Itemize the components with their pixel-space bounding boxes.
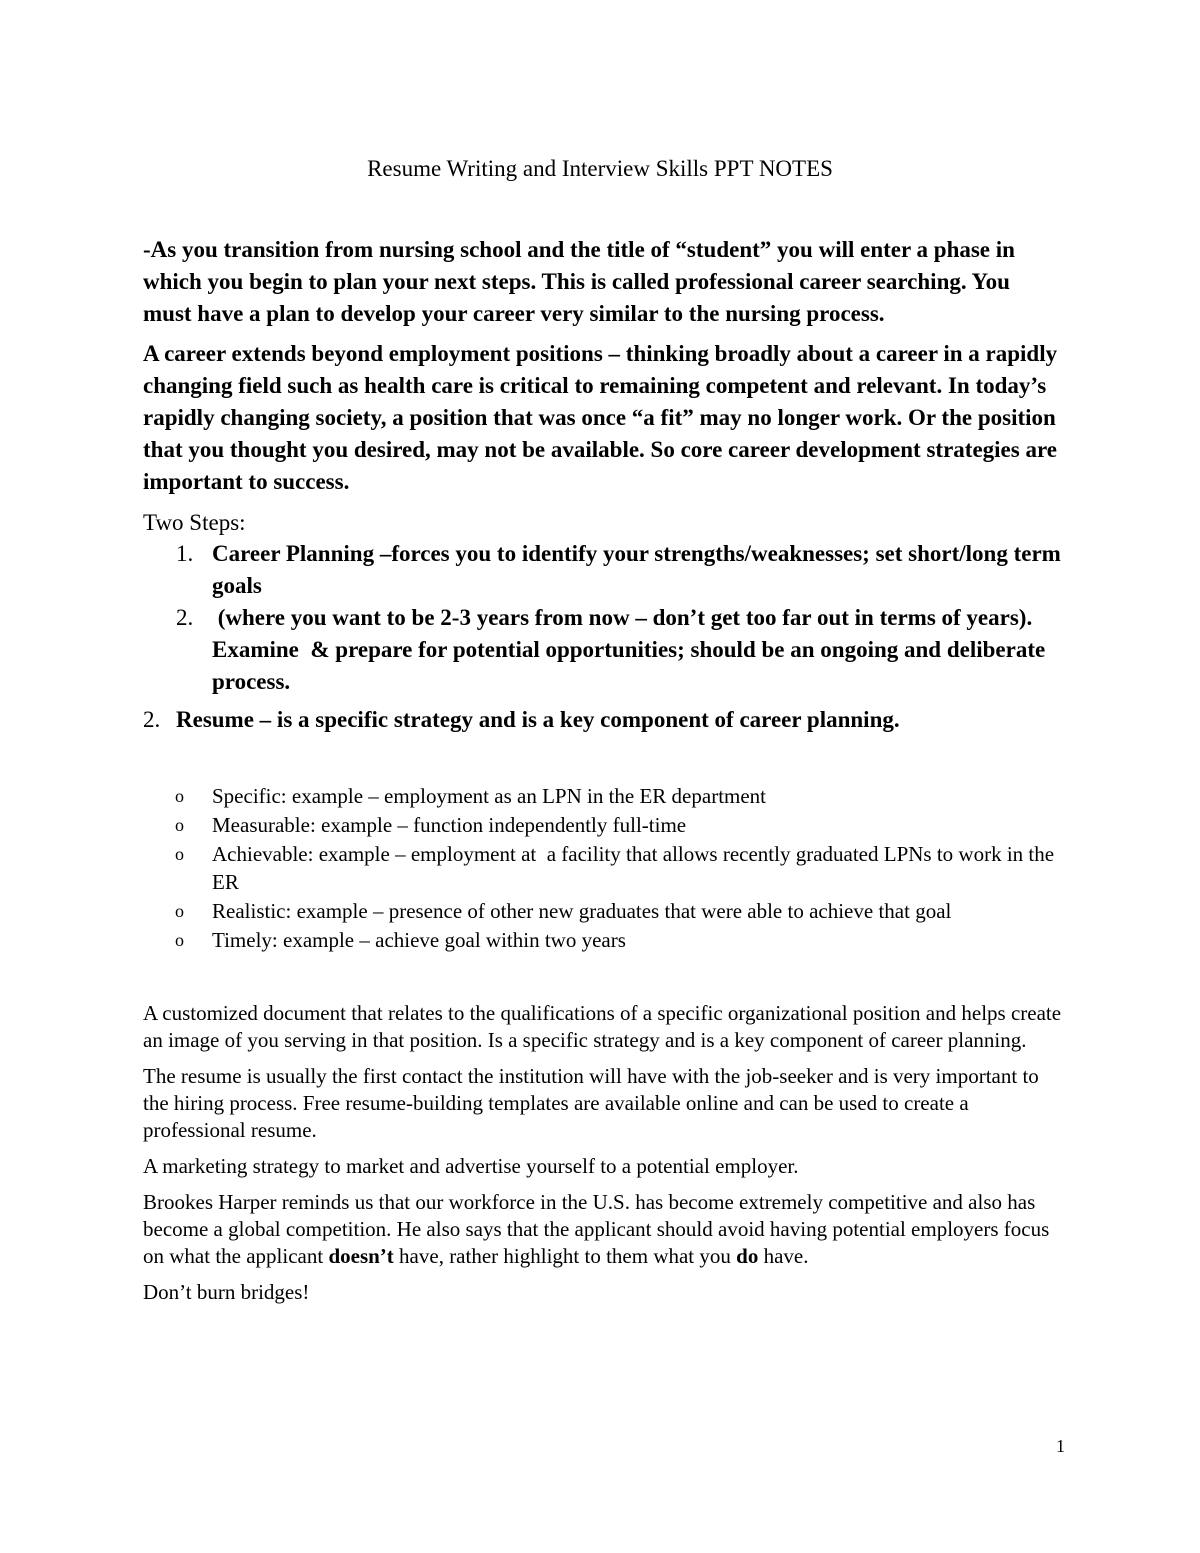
intro-paragraph: -As you transition from nursing school and the title of “student” you will enter a phase in which you begin to plan your next steps. This is called professional career searching. You must have a plan to develop your career very similar to the nursing process. xyxy=(143,237,1015,326)
list-item-text: Achievable: example – employment at a facility that allows recently graduated LPNs to work in the ER xyxy=(212,842,1060,894)
bullet-icon: o xyxy=(175,901,184,921)
first-contact-paragraph: The resume is usually the first contact the institution will have with the job-seeker and is very important to the hiring process. Free resume-building templates are available online and can be used to create a professional resume. xyxy=(143,1064,1039,1142)
list-item xyxy=(143,811,1063,839)
list-item xyxy=(143,782,1063,810)
harper-emphasis-doesnt: doesn’t xyxy=(328,1244,394,1268)
list-number: 2. xyxy=(176,605,194,630)
harper-emphasis-do: do xyxy=(736,1244,759,1268)
list-item-text: Resume – is a specific strategy and is a key component of career planning. xyxy=(176,707,900,732)
harper-paragraph xyxy=(143,1189,1063,1270)
harper-text-part: have. xyxy=(758,1244,809,1268)
page-number: 1 xyxy=(1056,1436,1065,1456)
customized-document-paragraph: A customized document that relates to the qualifications of a specific organizational position and helps create an image of you serving in that position. Is a specific strategy and is a key component of career planning. xyxy=(143,1001,1062,1052)
marketing-paragraph: A marketing strategy to market and advertise yourself to a potential employer. xyxy=(143,1154,799,1178)
bullet-icon: o xyxy=(175,930,184,950)
bullet-icon: o xyxy=(175,786,184,806)
list-item-text: Timely: example – achieve goal within two years xyxy=(212,928,626,952)
resume-list-item xyxy=(143,704,1063,736)
list-item-text: Career Planning –forces you to identify your strengths/weaknesses; set short/long term goals xyxy=(212,541,1061,598)
steps-list xyxy=(143,538,1063,698)
career-paragraph: A career extends beyond employment positions – thinking broadly about a career in a rapidly changing field such as health care is critical to remaining competent and relevant. In today’s rapidly changing society, a position that was once “a fit” may no longer work. Or the position that you thought you desired, may not be available. So core career development strategies are important to success. xyxy=(143,341,1058,494)
list-number: 1. xyxy=(176,541,194,566)
list-item xyxy=(143,840,1063,896)
bullet-icon: o xyxy=(175,844,184,864)
list-number: 2. xyxy=(143,707,161,732)
document-body xyxy=(143,234,1063,1315)
list-item-text: Specific: example – employment as an LPN in the ER department xyxy=(212,784,767,808)
list-item-text: (where you want to be 2-3 years from now – don’t get too far out in terms of years). Examine & prepare for potential opportunities; should be an ongoing and deliberate process. xyxy=(212,605,1051,694)
list-item xyxy=(143,926,1063,954)
harper-text-part: Brookes Harper reminds us that our workforce in the U.S. has become extremely competitive and also has become a global competition. He also says that the applicant should avoid having potential employers focus on what the applicant xyxy=(143,1190,1050,1268)
smart-goals-list xyxy=(143,782,1063,954)
list-item xyxy=(143,897,1063,925)
list-item-text: Realistic: example – presence of other new graduates that were able to achieve that goal xyxy=(212,899,952,923)
list-item-text: Measurable: example – function independently full-time xyxy=(212,813,687,837)
bridges-paragraph: Don’t burn bridges! xyxy=(143,1280,310,1304)
page-title: Resume Writing and Interview Skills PPT NOTES xyxy=(367,156,833,181)
steps-heading: Two Steps: xyxy=(143,510,246,535)
list-item xyxy=(143,538,1063,602)
harper-text-part: have, rather highlight to them what you xyxy=(393,1244,737,1268)
list-item xyxy=(143,602,1063,698)
bullet-icon: o xyxy=(175,815,184,835)
